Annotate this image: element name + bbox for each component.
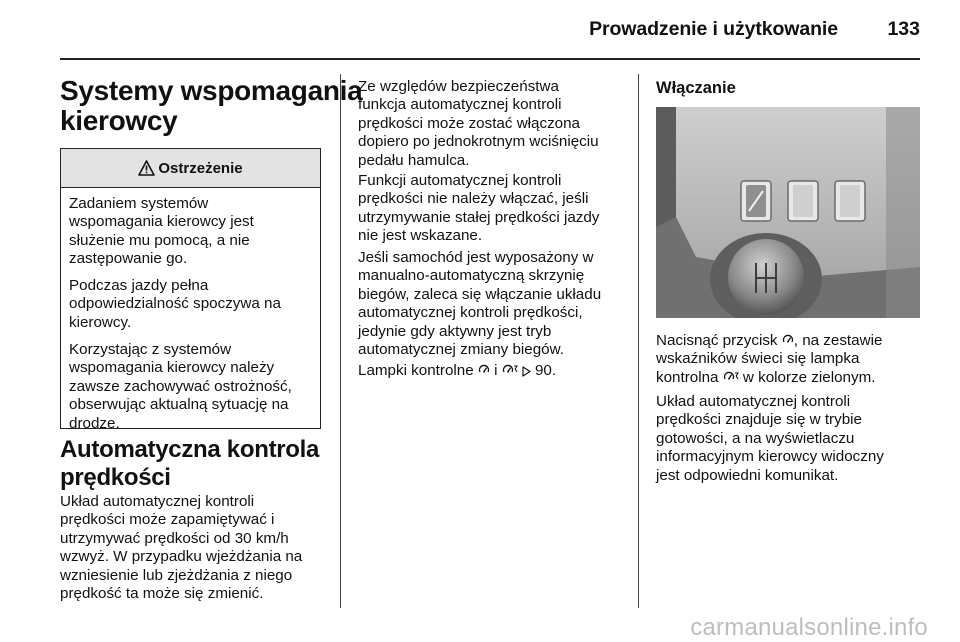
dashboard-switch-photo — [656, 107, 920, 318]
text-line: Jeśli samochód jest wyposażony w — [358, 249, 594, 266]
text-line: informacyjnym kierowcy widoczny — [656, 448, 884, 466]
text-line: odpowiedzialność spoczywa na — [69, 295, 281, 313]
warning-paragraph-2 — [69, 277, 281, 332]
text-line: jest odpowiedni komunikat. — [656, 466, 839, 484]
text-line: wzwyż. W przypadku wjeżdżania na — [60, 548, 303, 566]
text-line: obserwując aktualną sytuację na — [69, 396, 289, 414]
text-run: Lampki kontrolne — [358, 362, 478, 379]
warning-header — [61, 149, 320, 188]
watermark: carmanualsonline.info — [690, 614, 928, 641]
text-line: nie jest wskazane. — [358, 227, 483, 245]
text-line: prędkości nie należy włączać, jeśli — [358, 190, 589, 208]
text-line — [656, 332, 882, 350]
section-title-line: kierowcy — [60, 105, 178, 136]
text-line: Podczas jazdy pełna — [69, 277, 209, 294]
column-divider-right — [638, 74, 639, 608]
text-line: wzniesienie lub zjeżdżania z niego — [60, 566, 293, 584]
section-title — [60, 76, 362, 136]
page-reference-arrow-icon — [522, 366, 531, 377]
text-line: prędkości może zostać włączona — [358, 114, 581, 132]
header-rule — [60, 58, 920, 60]
text-line: prędkości może zapamiętywać i — [60, 511, 275, 529]
text-line: Ze względów bezpieczeństwa — [358, 78, 559, 95]
text-line: jedynie gdy aktywny jest tryb — [358, 322, 552, 340]
page-number: 133 — [887, 18, 920, 40]
cruise-control-set-icon — [502, 363, 518, 377]
gearbox-paragraph — [358, 249, 601, 359]
activation-paragraph — [656, 332, 882, 387]
text-line: zastępowanie go. — [69, 250, 188, 268]
section-title-line: Systemy wspomagania — [60, 75, 363, 106]
column-divider-left — [340, 74, 341, 608]
warning-box — [60, 148, 321, 432]
running-header-title: Prowadzenie i użytkowanie — [589, 18, 838, 40]
text-line: biegów, zaleca się włączanie układu — [358, 285, 602, 303]
text-line: utrzymywanie stałej prędkości jazdy — [358, 208, 600, 226]
text-line: wspomagania kierowcy jest — [69, 213, 254, 231]
text-line: Układ automatycznej kontroli — [656, 393, 851, 410]
text-line: wspomagania kierowcy należy — [69, 359, 275, 377]
dashboard-switch-illustration — [656, 107, 920, 318]
text-line: funkcja automatycznej kontroli — [358, 96, 562, 114]
text-run: i — [489, 362, 502, 379]
text-line: zawsze zachowywać ostrożność, — [69, 377, 292, 395]
standby-paragraph — [656, 393, 884, 485]
text-line: manualno-automatyczną skrzynię — [358, 267, 585, 285]
text-line: kierowcy. — [69, 313, 132, 331]
text-line: Zadaniem systemów — [69, 195, 209, 212]
cruise-intro-paragraph — [60, 493, 302, 603]
text-run: , na zestawie — [793, 332, 883, 349]
text-run: kontrolna — [656, 368, 723, 386]
text-run: 90. — [530, 362, 557, 379]
cruise-control-icon — [478, 363, 490, 377]
safety-paragraph — [358, 78, 599, 170]
text-line: Korzystając z systemów — [69, 341, 232, 358]
text-line: utrzymywać prędkości od 30 km/h — [60, 529, 289, 547]
text-line — [656, 369, 882, 387]
text-line: automatycznej kontroli prędkości, — [358, 304, 583, 322]
warning-heading: Ostrzeżenie — [158, 159, 243, 177]
subsection-title-line: prędkości — [60, 464, 171, 491]
subsection-title-line: Automatyczna kontrola — [60, 436, 320, 463]
text-line: służenie mu pomocą, a nie — [69, 231, 250, 249]
text-line: prędkość ta może się zmienić. — [60, 585, 264, 603]
warning-paragraph-1 — [69, 195, 254, 269]
cruise-control-set-icon — [723, 370, 739, 384]
cruise-control-icon — [782, 333, 794, 347]
warning-paragraph-3 — [69, 341, 292, 433]
warning-triangle-icon — [138, 160, 155, 176]
text-line: gotowości, a na wyświetlaczu — [656, 429, 855, 447]
subheading-wlaczanie: Włączanie — [656, 79, 736, 97]
text-line: wskaźników świeci się lampka — [656, 350, 860, 368]
subsection-title — [60, 436, 319, 492]
text-run: Nacisnąć przycisk — [656, 332, 782, 349]
text-line: dopiero po jednokrotnym wciśnięciu — [358, 133, 599, 151]
usage-paragraph — [358, 172, 599, 246]
text-line: automatycznej zmiany biegów. — [358, 341, 564, 359]
text-line: drodze. — [69, 414, 120, 432]
text-run: w kolorze zielonym. — [738, 368, 876, 386]
text-line: pedału hamulca. — [358, 151, 470, 169]
text-line: Układ automatycznej kontroli — [60, 493, 255, 510]
indicator-reference-paragraph — [358, 362, 556, 380]
text-line: prędkości znajduje się w trybie — [656, 411, 862, 429]
text-line: Funkcji automatycznej kontroli — [358, 172, 562, 189]
